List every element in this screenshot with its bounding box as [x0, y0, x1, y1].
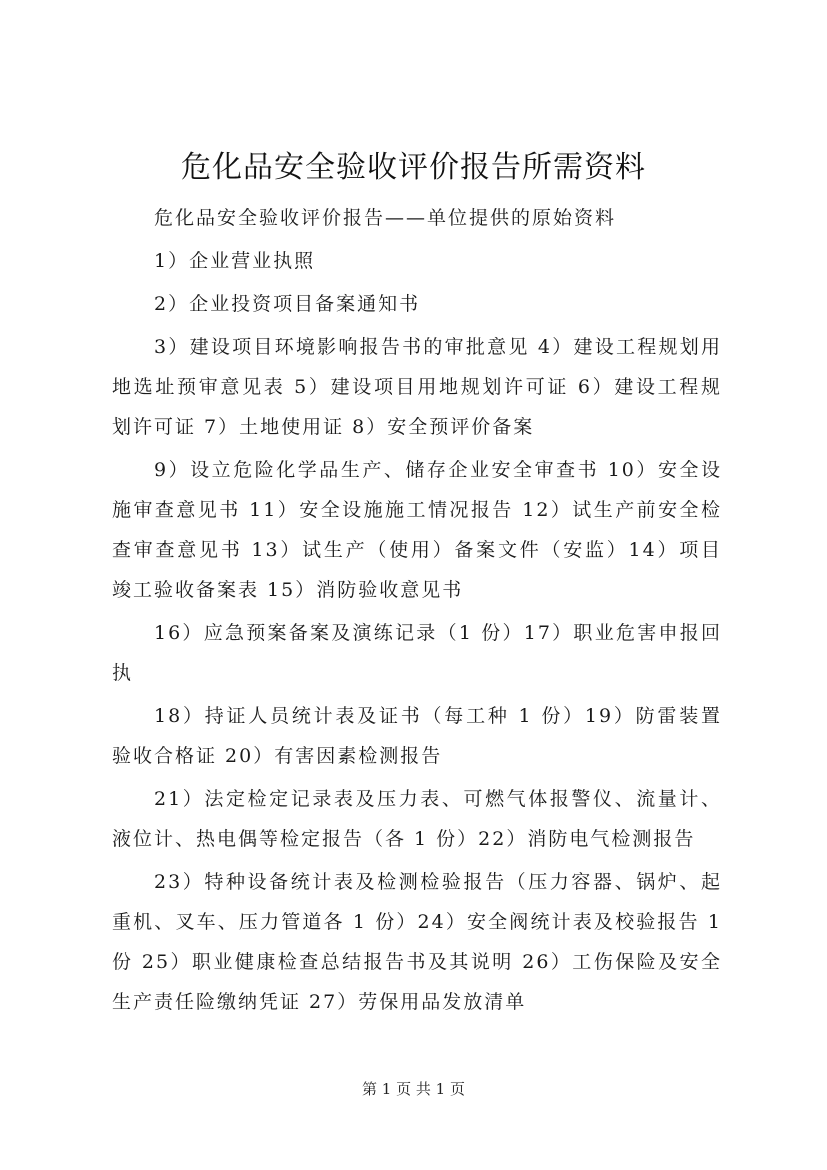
paragraph: 危化品安全验收评价报告——单位提供的原始资料 [154, 207, 617, 229]
paragraph: 21）法定检定记录表及压力表、可燃气体报警仪、流量计、液位计、热电偶等检定报告（各 1 份）22）消防电气检测报告 [112, 788, 722, 850]
document-title: 危化品安全验收评价报告所需资料 [181, 150, 646, 185]
paragraph: 2）企业投资项目备案通知书 [154, 293, 421, 315]
paragraph: 23）特种设备统计表及检测检验报告（压力容器、锅炉、起重机、叉车、压力管道各 1 份）24）安全阀统计表及校验报告 1份 25）职业健康检查总结报告书及其说明 26）工伤保险及安全生产责任险缴纳凭证 27）劳保用品发放清单 [112, 871, 722, 1013]
paragraph: 9）设立危险化学品生产、储存企业安全审查书 10）安全设施审查意见书 11）安全设施施工情况报告 12）试生产前安全检查审查意见书 13）试生产（使用）备案文件（安监）14）项目竣工验收备案表 15）消防验收意见书 [112, 459, 722, 601]
paragraph: 18）持证人员统计表及证书（每工种 1 份）19）防雷装置验收合格证 20）有害因素检测报告 [112, 705, 722, 767]
page-footer: 第 1 页 共 1 页 [362, 1080, 465, 1098]
paragraph: 16）应急预案备案及演练记录（1 份）17）职业危害申报回执 [112, 622, 722, 684]
paragraph: 1）企业营业执照 [154, 250, 316, 272]
document-body [112, 198, 722, 1025]
paragraph: 3）建设项目环境影响报告书的审批意见 4）建设工程规划用地选址预审意见表 5）建设项目用地规划许可证 6）建设工程规划许可证 7）土地使用证 8）安全预评价备案 [112, 336, 722, 438]
